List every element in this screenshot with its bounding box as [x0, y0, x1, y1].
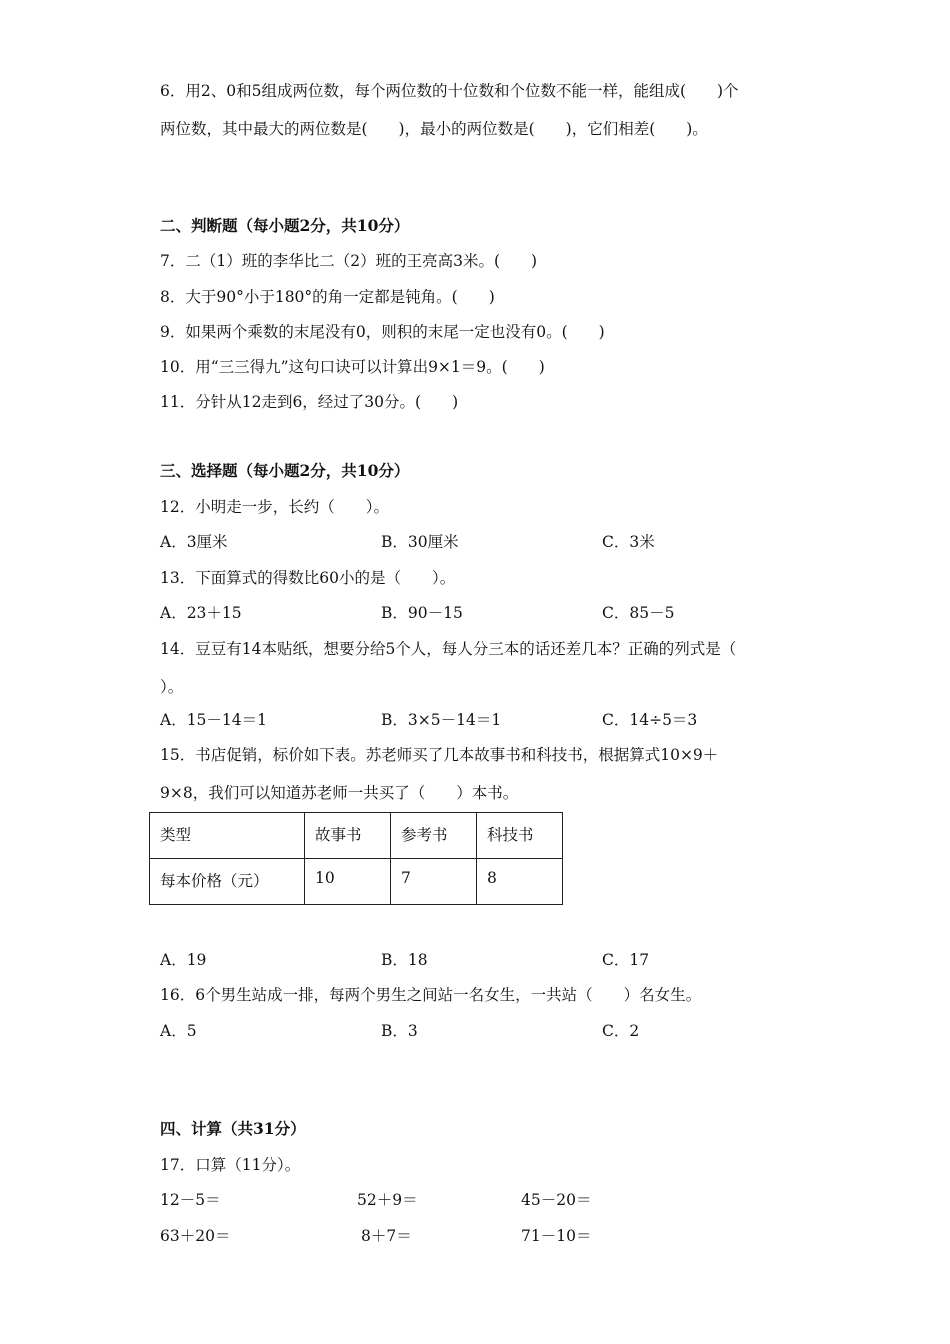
question-16-option-b: B．3 [381, 1022, 418, 1040]
section-4-title: 四、计算（共31分） [160, 1119, 306, 1138]
question-15-option-c: C．17 [602, 951, 650, 969]
question-12-stem: 12．小明走一步，长约（ ）。 [160, 498, 389, 516]
table-cell: 故事书 [305, 813, 391, 859]
oral-calc-item: 63＋20＝ [160, 1227, 231, 1245]
question-16-option-c: C．2 [602, 1022, 640, 1040]
question-14-option-b: B．3×5－14＝1 [381, 711, 502, 729]
question-15-option-b: B．18 [381, 951, 428, 969]
question-13-option-b: B．90－15 [381, 604, 463, 622]
oral-calc-item: 8＋7＝ [361, 1227, 412, 1245]
oral-calc-item: 12－5＝ [160, 1191, 221, 1209]
table-cell: 参考书 [391, 813, 477, 859]
question-16-stem: 16．6个男生站成一排，每两个男生之间站一名女生，一共站（ ）名女生。 [160, 986, 702, 1004]
table-cell: 每本价格（元） [150, 859, 305, 905]
question-14-stem-line-2: ）。 [160, 678, 184, 696]
price-table [149, 812, 563, 905]
question-8: 8．大于90°小于180°的角一定都是钝角。( ) [160, 288, 495, 306]
question-9: 9．如果两个乘数的末尾没有0，则积的末尾一定也没有0。( ) [160, 323, 605, 341]
question-13-stem: 13．下面算式的得数比60小的是（ ）。 [160, 569, 456, 587]
table-cell: 科技书 [477, 813, 563, 859]
question-14-option-a: A．15－14＝1 [160, 711, 268, 729]
question-10: 10．用“三三得九”这句口诀可以计算出9×1＝9。( ) [160, 358, 545, 376]
question-16-option-a: A．5 [160, 1022, 197, 1040]
question-14-option-c: C．14÷5＝3 [602, 711, 698, 729]
question-12-option-b: B．30厘米 [381, 533, 459, 551]
oral-calc-item: 45－20＝ [521, 1191, 592, 1209]
price-table-row [150, 859, 563, 905]
oral-calc-item: 71－10＝ [521, 1227, 592, 1245]
question-13-option-c: C．85－5 [602, 604, 675, 622]
question-15-stem-line-1: 15．书店促销，标价如下表。苏老师买了几本故事书和科技书，根据算式10×9＋ [160, 746, 719, 764]
question-11: 11．分针从12走到6，经过了30分。( ) [160, 393, 459, 411]
question-12-option-c: C．3米 [602, 533, 655, 551]
question-13-option-a: A．23＋15 [160, 604, 242, 622]
table-cell: 7 [391, 859, 477, 905]
question-14-stem-line-1: 14．豆豆有14本贴纸，想要分给5个人，每人分三本的话还差几本？正确的列式是（ [160, 640, 737, 658]
section-2-title: 二、判断题（每小题2分，共10分） [160, 216, 410, 235]
price-table-header-row [150, 813, 563, 859]
oral-calc-item: 52＋9＝ [357, 1191, 418, 1209]
table-cell: 8 [477, 859, 563, 905]
question-15-option-a: A．19 [160, 951, 207, 969]
question-15-stem-line-2: 9×8，我们可以知道苏老师一共买了（ ）本书。 [160, 784, 519, 802]
question-6-line-2: 两位数，其中最大的两位数是( )，最小的两位数是( )，它们相差( )。 [160, 120, 708, 138]
section-3-title: 三、选择题（每小题2分，共10分） [160, 461, 410, 480]
question-17-stem: 17．口算（11分）。 [160, 1156, 301, 1174]
table-cell: 类型 [150, 813, 305, 859]
table-cell: 10 [305, 859, 391, 905]
question-7: 7．二（1）班的李华比二（2）班的王亮高3米。( ) [160, 252, 538, 270]
question-12-option-a: A．3厘米 [160, 533, 228, 551]
question-6-line-1: 6．用2、0和5组成两位数，每个两位数的十位数和个位数不能一样，能组成( )个 [160, 82, 739, 100]
